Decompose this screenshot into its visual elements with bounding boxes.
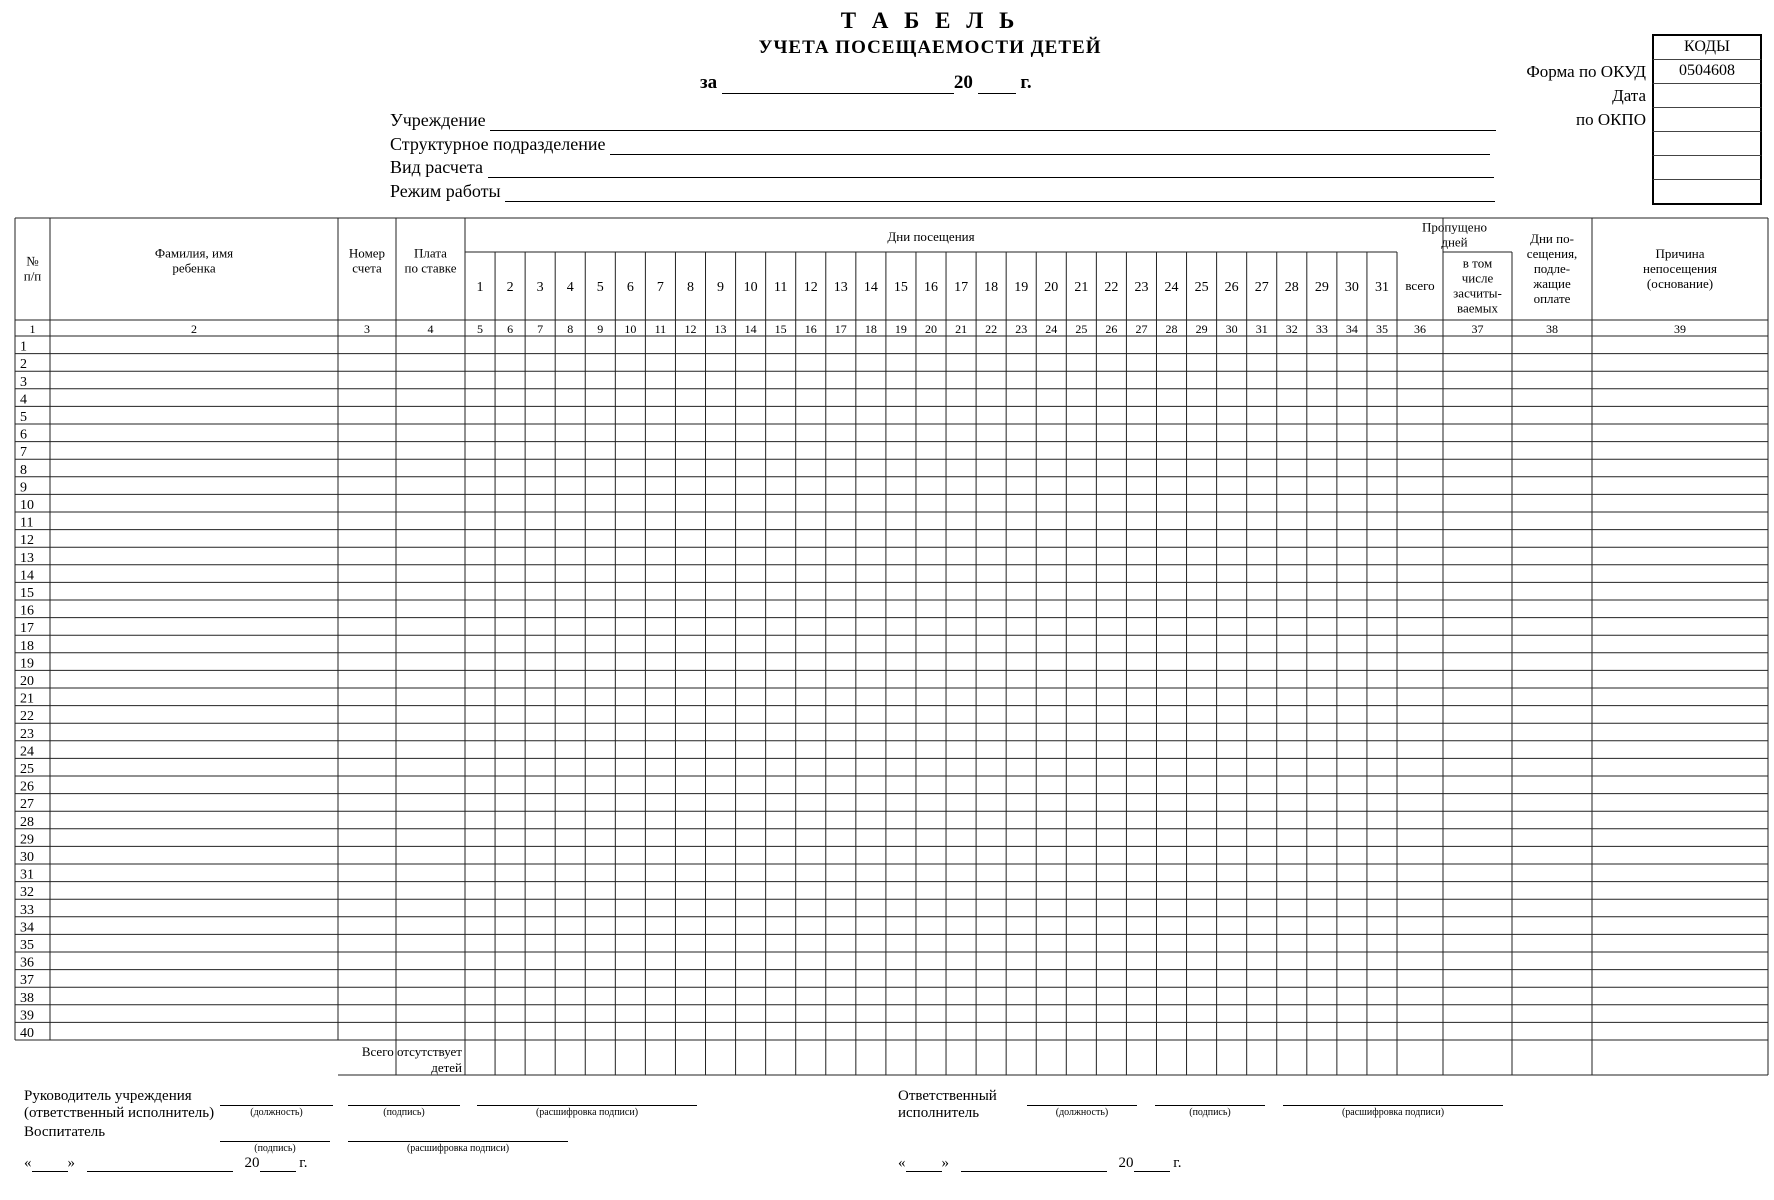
column-number: 5 — [477, 322, 484, 336]
row-number: 13 — [20, 550, 34, 566]
day-number: 16 — [924, 280, 938, 295]
column-number: 10 — [624, 322, 637, 336]
header-missed-counted: числе — [1461, 270, 1494, 286]
day-number: 1 — [476, 280, 484, 295]
header-paid-days: жащие — [1533, 276, 1571, 291]
column-number: 35 — [1375, 322, 1388, 336]
day-number: 26 — [1224, 280, 1239, 295]
column-number: 2 — [191, 322, 197, 336]
okud-code-cell[interactable]: 0504608 — [1652, 60, 1762, 84]
resp-position-line[interactable] — [1027, 1104, 1137, 1106]
column-number: 25 — [1075, 322, 1088, 336]
date-label: Дата — [1612, 86, 1646, 105]
right-date-month[interactable] — [961, 1157, 1107, 1172]
column-number: 36 — [1414, 322, 1426, 336]
resp-signature-line[interactable] — [1155, 1104, 1265, 1106]
okpo-label: по ОКПО — [1575, 110, 1646, 129]
day-number: 4 — [566, 280, 574, 295]
day-number: 14 — [863, 280, 878, 295]
row-number: 15 — [20, 586, 34, 601]
day-number: 12 — [803, 280, 818, 295]
header-missed-total: всего — [1405, 278, 1435, 293]
row-number: 8 — [20, 462, 27, 478]
right-date-day[interactable] — [906, 1157, 942, 1172]
column-number: 33 — [1315, 322, 1328, 336]
row-number: 17 — [20, 621, 34, 637]
column-number: 39 — [1674, 322, 1686, 336]
row-number: 30 — [20, 850, 34, 865]
column-number: 31 — [1255, 322, 1268, 336]
head-signature-line[interactable] — [348, 1104, 460, 1106]
educator-decoding-line[interactable] — [348, 1140, 568, 1142]
row-number: 23 — [20, 726, 34, 742]
row-number: 34 — [20, 920, 34, 936]
row-number: 40 — [20, 1026, 34, 1041]
column-number: 7 — [537, 322, 544, 336]
calc-type-label: Вид расчета — [390, 157, 484, 177]
left-date-year[interactable] — [260, 1157, 296, 1172]
day-number: 10 — [743, 280, 758, 295]
header-visit-days: Дни посещения — [887, 229, 975, 244]
responsible-label — [898, 1088, 997, 1122]
row-number: 38 — [20, 990, 34, 1006]
head-label — [24, 1088, 214, 1122]
row-number: 35 — [20, 938, 34, 953]
head-decoding-line[interactable] — [477, 1104, 697, 1106]
row-number: 9 — [20, 480, 27, 496]
column-number: 4 — [427, 322, 434, 336]
row-number: 33 — [20, 902, 34, 918]
row-number: 36 — [20, 955, 34, 971]
day-number: 23 — [1134, 280, 1149, 295]
educator-label: Воспитатель — [24, 1124, 106, 1140]
day-number: 15 — [893, 280, 908, 295]
day-number: 11 — [773, 280, 788, 295]
codes-header: КОДЫ — [1652, 34, 1762, 60]
row-number: 14 — [20, 568, 34, 584]
row-number: 26 — [20, 779, 34, 795]
column-number: 34 — [1345, 322, 1358, 336]
column-number: 12 — [684, 322, 697, 336]
day-number: 9 — [717, 280, 725, 295]
day-number: 6 — [626, 280, 634, 295]
left-date-day[interactable] — [32, 1157, 68, 1172]
row-number: 37 — [20, 973, 34, 989]
header-absence-reason: Причина — [1655, 246, 1705, 261]
column-number: 8 — [567, 322, 574, 336]
row-number: 10 — [20, 498, 34, 513]
head-label-line1: Руководитель учреждения — [24, 1088, 192, 1104]
total-absent-label: детей — [431, 1060, 462, 1075]
column-number: 9 — [597, 322, 604, 336]
work-mode-label: Режим работы — [390, 181, 501, 201]
row-number: 28 — [20, 814, 34, 830]
row-number: 5 — [20, 410, 27, 425]
right-date-year-suffix: г. — [1173, 1155, 1182, 1171]
form-subtitle: УЧЕТА ПОСЕЩАЕМОСТИ ДЕТЕЙ — [758, 37, 1102, 58]
column-number: 24 — [1045, 322, 1058, 336]
day-number: 27 — [1254, 280, 1269, 295]
header-paid-days: Дни по- — [1530, 231, 1574, 246]
okud-label: Форма по ОКУД — [1526, 62, 1646, 81]
column-number: 38 — [1546, 322, 1558, 336]
day-number: 20 — [1044, 280, 1059, 295]
day-number: 2 — [506, 280, 514, 295]
head-signature-caption: (подпись) — [383, 1107, 425, 1118]
row-number: 22 — [20, 709, 34, 725]
day-number: 13 — [833, 280, 848, 295]
header-rate: по ставке — [404, 260, 457, 276]
header-missed-counted: в том — [1462, 255, 1493, 271]
left-date-open: « — [24, 1155, 32, 1171]
column-number: 29 — [1195, 322, 1208, 336]
right-date-year[interactable] — [1134, 1157, 1170, 1172]
column-number: 26 — [1105, 322, 1118, 336]
responsible-label-line2: исполнитель — [898, 1105, 980, 1121]
column-number: 16 — [804, 322, 817, 336]
column-number: 3 — [364, 322, 370, 336]
column-number: 19 — [894, 322, 907, 336]
left-date-close: » — [67, 1155, 75, 1171]
row-number: 12 — [20, 533, 34, 549]
responsible-label-line1: Ответственный — [898, 1088, 997, 1104]
day-number: 8 — [686, 280, 694, 295]
head-label-line2: (ответственный исполнитель) — [24, 1105, 215, 1121]
header-number: п/п — [23, 268, 42, 284]
educator-signature-line[interactable] — [220, 1140, 330, 1142]
period-prefix: за — [700, 72, 718, 93]
day-number: 3 — [536, 280, 544, 295]
row-number: 39 — [20, 1008, 34, 1024]
header-missed-counted: засчиты- — [1453, 285, 1502, 301]
column-number: 20 — [925, 322, 937, 336]
column-number: 13 — [714, 322, 727, 336]
header-child-name: Фамилия, имя — [154, 245, 234, 261]
resp-decoding-caption: (расшифровка подписи) — [1341, 1107, 1445, 1118]
header-absence-reason: (основание) — [1646, 276, 1714, 291]
day-number: 29 — [1314, 280, 1329, 295]
total-absent-label: Всего отсутствует — [361, 1044, 462, 1059]
row-number: 24 — [20, 744, 34, 760]
educator-decoding-caption: (расшифровка подписи) — [406, 1143, 510, 1154]
row-number: 11 — [20, 515, 34, 531]
row-number: 20 — [20, 674, 34, 689]
row-number: 25 — [20, 762, 34, 777]
row-number: 31 — [20, 867, 34, 883]
row-number: 27 — [20, 797, 34, 813]
right-date-open: « — [898, 1155, 906, 1171]
resp-signature-caption: (подпись) — [1189, 1107, 1231, 1118]
day-number: 25 — [1194, 280, 1209, 295]
header-rate: Плата — [414, 245, 447, 261]
column-number: 1 — [29, 322, 36, 336]
row-number: 32 — [20, 885, 34, 901]
period-year-suffix: г. — [1020, 72, 1032, 93]
row-number: 19 — [20, 656, 34, 672]
row-number: 6 — [20, 427, 27, 443]
department-label: Структурное подразделение — [390, 134, 606, 154]
column-number: 14 — [744, 322, 757, 336]
day-number: 17 — [954, 280, 969, 295]
row-number: 18 — [20, 638, 34, 654]
day-number: 30 — [1344, 280, 1359, 295]
header-number: № — [26, 253, 39, 269]
header-account-number: Номер — [348, 245, 386, 261]
header-paid-days: подле- — [1533, 261, 1571, 276]
right-date-line — [898, 1155, 1181, 1172]
header-paid-days: сещения, — [1526, 246, 1578, 261]
column-number: 28 — [1165, 322, 1178, 336]
head-decoding-caption: (расшифровка подписи) — [535, 1107, 639, 1118]
column-number: 22 — [985, 322, 998, 336]
column-number: 18 — [864, 322, 877, 336]
period-year-prefix: 20 — [953, 72, 973, 93]
column-number: 30 — [1225, 322, 1238, 336]
left-date-line — [24, 1155, 307, 1172]
day-number: 5 — [596, 280, 604, 295]
left-date-year-prefix: 20 — [244, 1155, 260, 1171]
day-number: 18 — [984, 280, 999, 295]
column-number: 11 — [654, 322, 667, 336]
educator-signature-caption: (подпись) — [254, 1143, 296, 1154]
row-number: 16 — [20, 603, 34, 619]
right-date-close: » — [941, 1155, 949, 1171]
column-number: 21 — [955, 322, 968, 336]
header-paid-days: оплате — [1533, 291, 1571, 306]
column-number: 6 — [507, 322, 514, 336]
column-number: 23 — [1015, 322, 1028, 336]
row-number: 4 — [20, 392, 27, 408]
row-number: 2 — [20, 357, 27, 373]
form-title: Т А Б Е Л Ь — [840, 8, 1020, 33]
resp-position-caption: (должность) — [1055, 1107, 1109, 1118]
head-position-line[interactable] — [220, 1104, 333, 1106]
header-missed-days: дней — [1441, 234, 1468, 250]
column-number: 15 — [774, 322, 787, 336]
institution-label: Учреждение — [390, 110, 486, 130]
day-number: 31 — [1374, 280, 1389, 295]
column-number: 17 — [834, 322, 847, 336]
day-number: 28 — [1284, 280, 1299, 295]
header-missed-counted: ваемых — [1457, 300, 1498, 316]
right-date-year-prefix: 20 — [1118, 1155, 1134, 1171]
header-child-name: ребенка — [172, 260, 216, 276]
left-date-year-suffix: г. — [299, 1155, 308, 1171]
column-number: 37 — [1471, 322, 1484, 336]
column-number: 32 — [1285, 322, 1298, 336]
row-number: 3 — [20, 374, 27, 390]
day-number: 22 — [1104, 280, 1119, 295]
row-number: 1 — [20, 339, 27, 355]
head-position-caption: (должность) — [250, 1107, 303, 1118]
row-number: 7 — [20, 445, 27, 461]
row-number: 21 — [20, 691, 34, 707]
header-absence-reason: непосещения — [1643, 261, 1717, 276]
day-number: 24 — [1164, 280, 1179, 295]
header-missed-days: Пропущено — [1421, 219, 1488, 235]
day-number: 19 — [1014, 280, 1029, 295]
column-number: 27 — [1135, 322, 1148, 336]
day-number: 21 — [1074, 280, 1089, 295]
resp-decoding-line[interactable] — [1283, 1104, 1503, 1106]
left-date-month[interactable] — [87, 1157, 233, 1172]
day-number: 7 — [656, 280, 664, 295]
row-number: 29 — [20, 832, 34, 848]
header-account-number: счета — [352, 260, 382, 276]
